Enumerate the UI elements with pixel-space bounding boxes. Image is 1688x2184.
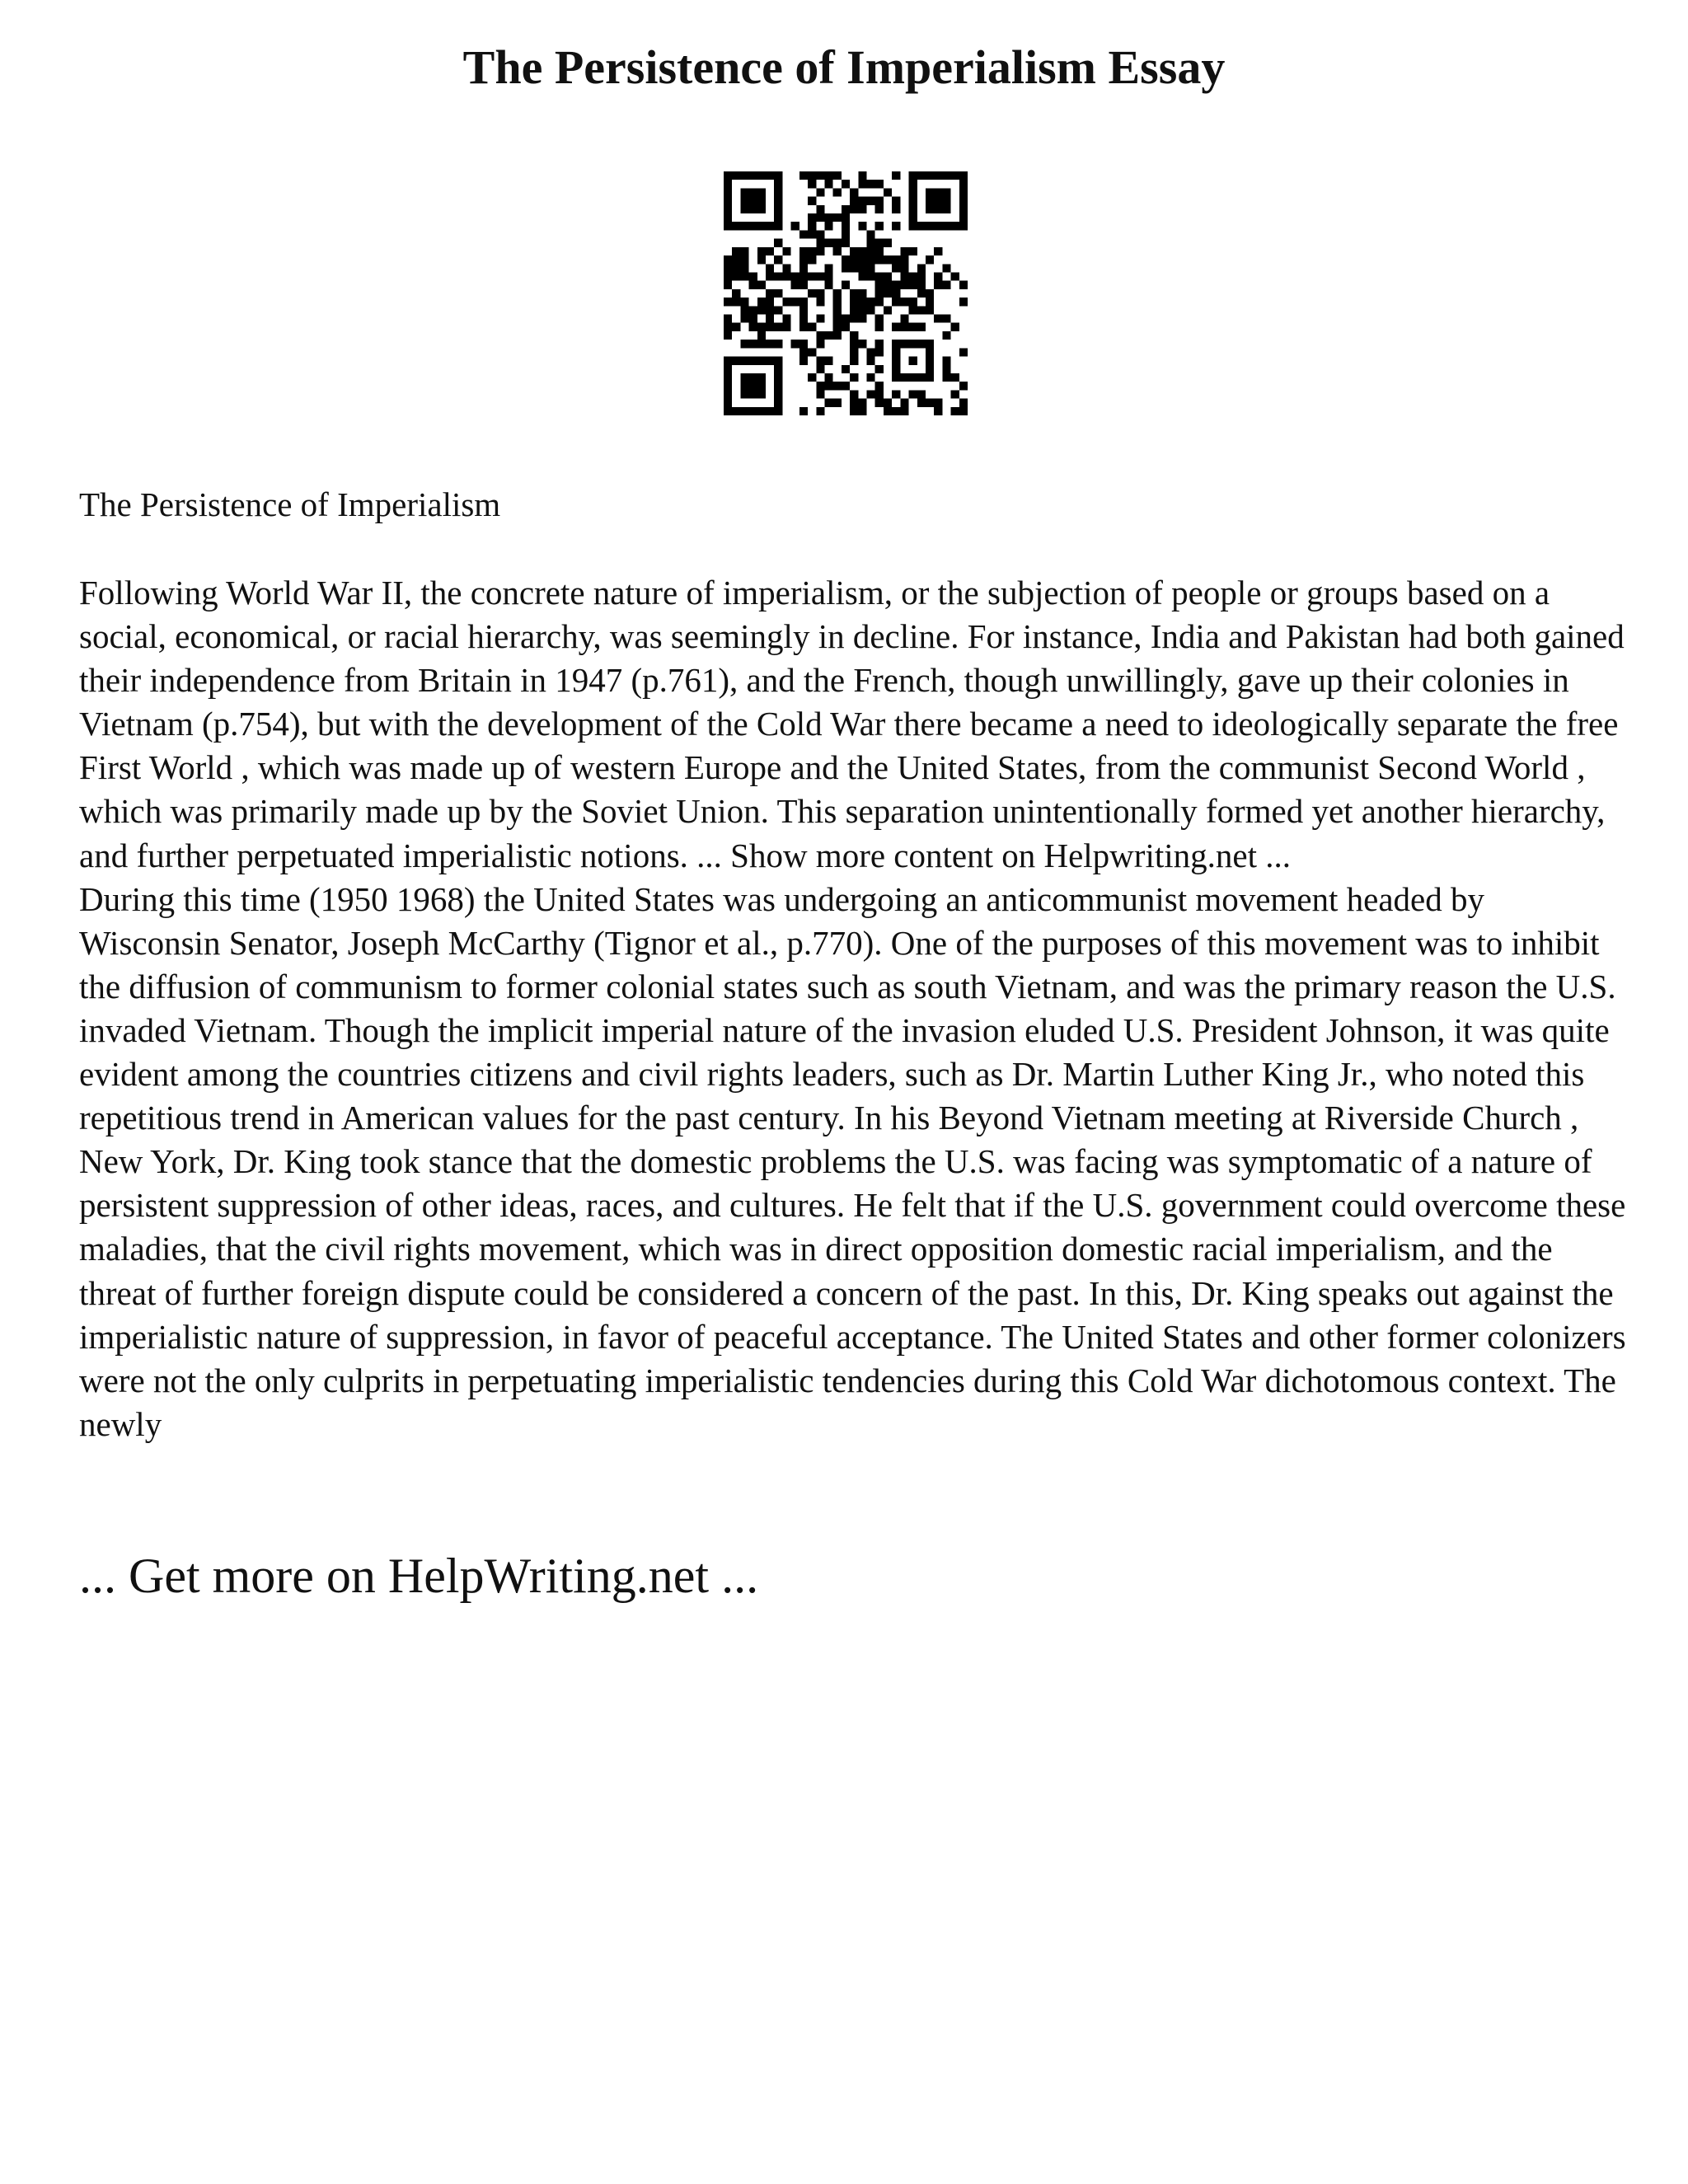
page-title: The Persistence of Imperialism Essay [462,40,1226,94]
get-more-link[interactable]: ... Get more on HelpWriting.net ... [79,1549,759,1603]
essay-body [79,571,1629,1446]
essay-subtitle: The Persistence of Imperialism [79,485,501,523]
essay-paragraph-2: During this time (1950 1968) the United States was undergoing an anticommunist movement headed by Wisconsin Senator, Joseph McCarthy (Tignor et al., p.770). One of the purposes of this movement was to inhibit the diffusion of communism to former colonial states such as south Vietnam, and was the primary reason the U.S. invaded Vietnam. Though the implicit imperial nature of the invasion eluded U.S. President Johnson, it was quite evident among the countries citizens and civil rights leaders, such as Dr. Martin Luther King Jr., who noted this repetitious trend in American values for the past century. In his Beyond Vietnam meeting at Riverside Church , New York, Dr. King took stance that the domestic problems the U.S. was facing was symptomatic of a nature of persistent suppression of other ideas, races, and cultures. He felt that if the U.S. government could overcome these maladies, that the civil rights movement, which was in direct opposition domestic racial imperialism, and the threat of further foreign dispute could be considered a concern of the past. In this, Dr. King speaks out against the imperialistic nature of suppression, in favor of peaceful acceptance. The United States and other former colonizers were not the only culprits in perpetuating imperialistic tendencies during this Cold War dichotomous context. The newly [79,879,1626,1443]
essay-paragraph-1: Following World War II, the concrete nature of imperialism, or the subjection of people or groups based on a social, economical, or racial hierarchy, was seemingly in decline. For instance, India and Pakistan had both gained their independence from Britain in 1947 (p.761), and the French, though unwillingly, gave up their colonies in Vietnam (p.754), but with the development of the Cold War there became a need to ideologically separate the free First World , which was made up of western Europe and the United States, from the communist Second World , which was primarily made up by the Soviet Union. This separation unintentionally formed yet another hierarchy, and further perpetuated imperialistic notions. ... Show more content on Helpwriting.net ... [79,574,1625,874]
qr-code-icon[interactable] [724,171,968,415]
qr-code-graphic [724,171,968,415]
